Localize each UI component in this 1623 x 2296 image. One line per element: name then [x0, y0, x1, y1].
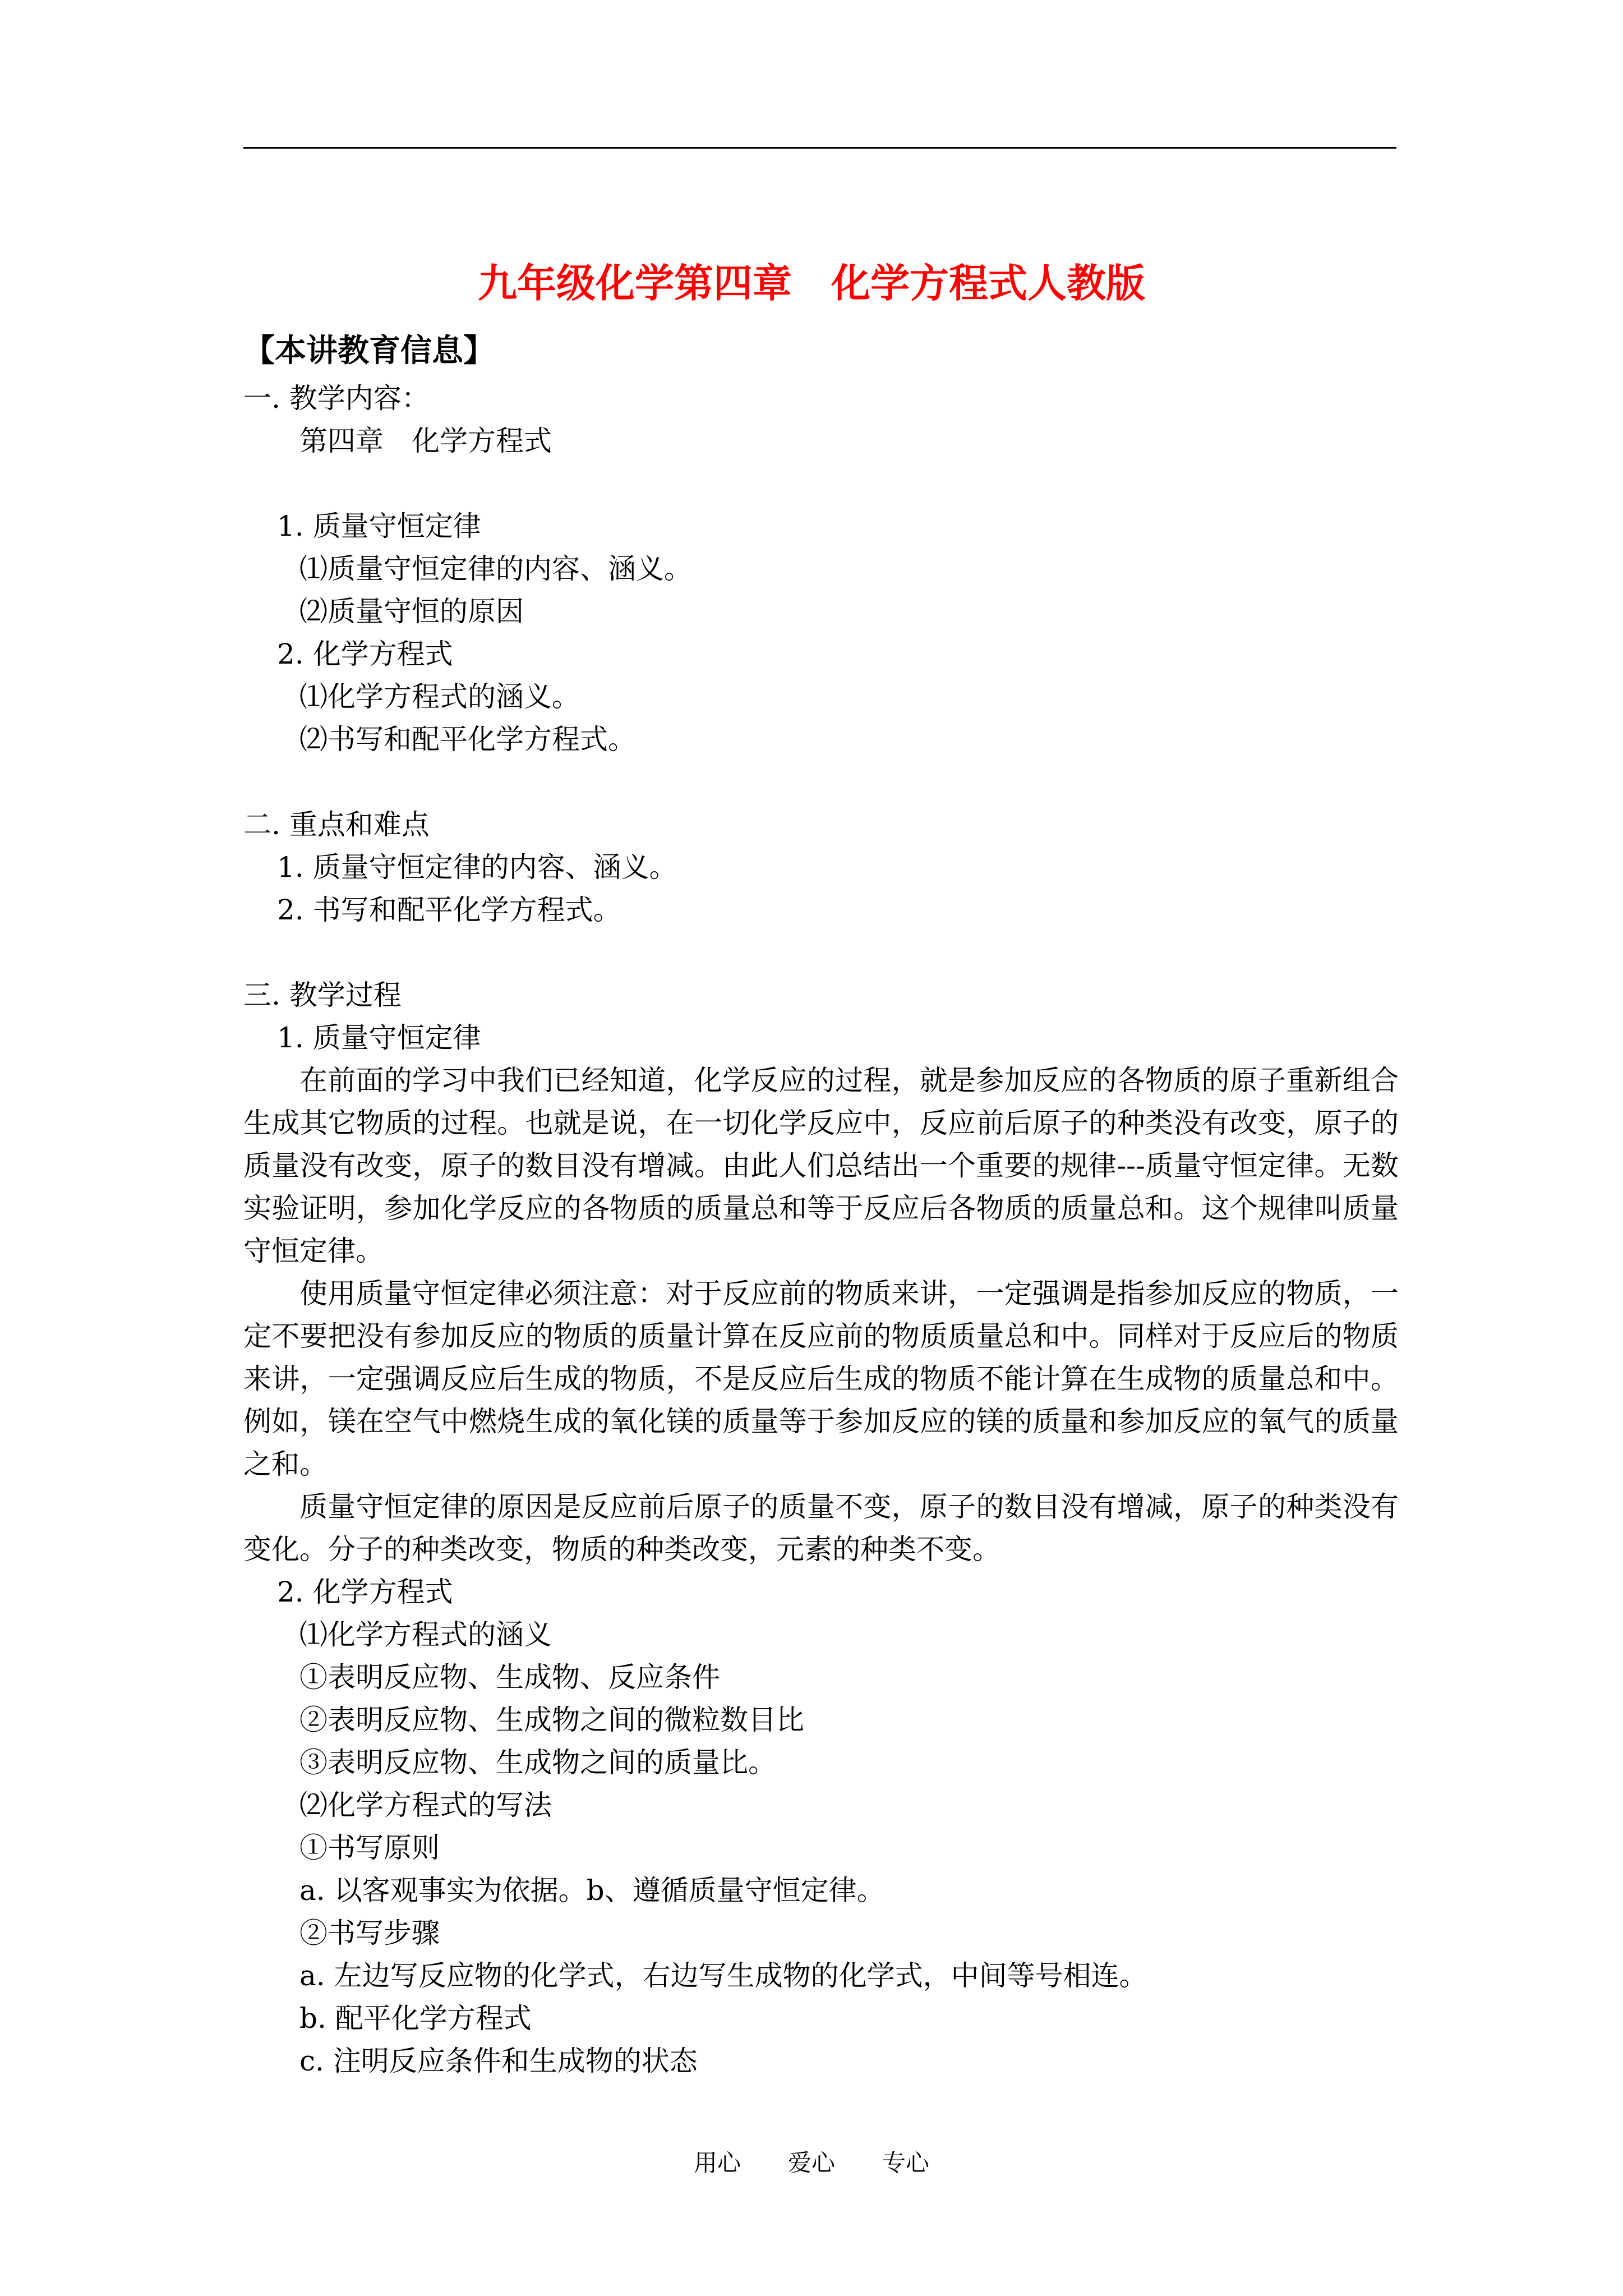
list-item: 2. 化学方程式 [277, 638, 453, 670]
chapter-line: 第四章 化学方程式 [299, 425, 552, 457]
spacer [243, 761, 1399, 803]
list-subitem: ⑵书写和配平化学方程式。 [299, 723, 636, 756]
list-subitem: ②书写步骤 [299, 1917, 440, 1949]
paragraph: 质量守恒定律的原因是反应前后原子的质量不变，原子的数目没有增减，原子的种类没有变化。分子的种类改变，物质的种类改变，元素的种类不变。 [243, 1490, 1399, 1566]
page-footer: 用心 爱心 专心 [693, 2149, 929, 2177]
list-item: 1. 质量守恒定律 [277, 1022, 481, 1054]
list-subitem: ①表明反应物、生成物、反应条件 [299, 1661, 720, 1694]
list-subitem: ③表明反应物、生成物之间的质量比。 [299, 1746, 776, 1779]
list-subitem: b. 配平化学方程式 [299, 2002, 532, 2035]
list-subitem: ①书写原则 [299, 1832, 440, 1864]
part3-heading: 三. 教学过程 [243, 979, 402, 1011]
part1-heading: 一. 教学内容： [243, 382, 430, 415]
list-subitem: c. 注明反应条件和生成物的状态 [299, 2045, 698, 2077]
list-subitem: ⑴化学方程式的涵义。 [299, 680, 580, 713]
list-subitem: ⑵质量守恒的原因 [299, 595, 524, 628]
list-subitem: ②表明反应物、生成物之间的微粒数目比 [299, 1704, 804, 1736]
part2-heading: 二. 重点和难点 [243, 808, 430, 841]
document-title: 九年级化学第四章 化学方程式人教版 [478, 260, 1145, 306]
spacer [243, 462, 1399, 505]
spacer [243, 931, 1399, 974]
section-heading: 【本讲教育信息】 [243, 332, 495, 369]
list-item: 1. 质量守恒定律 [277, 510, 481, 542]
list-item: 2. 化学方程式 [277, 1576, 453, 1608]
paragraph: 使用质量守恒定律必须注意：对于反应前的物质来讲，一定强调是指参加反应的物质，一定不要把没有参加反应的物质的质量计算在反应前的物质质量总和中。同样对于反应后的物质来讲，一定强调反应后生成的物质，不是反应后生成的物质不能计算在生成物的质量总和中。例如，镁在空气中燃烧生成的氧化镁的质量等于参加反应的镁的质量和参加反应的氧气的质量之和。 [243, 1277, 1399, 1480]
header-rule [243, 147, 1396, 149]
list-item: 1. 质量守恒定律的内容、涵义。 [277, 851, 677, 884]
paragraph: 在前面的学习中我们已经知道，化学反应的过程，就是参加反应的各物质的原子重新组合生成其它物质的过程。也就是说，在一切化学反应中，反应前后原子的种类没有改变，原子的质量没有改变，原子的数目没有增减。由此人们总结出一个重要的规律---质量守恒定律。无数实验证明，参加化学反应的各物质的质量总和等于反应后各物质的质量总和。这个规律叫质量守恒定律。 [243, 1064, 1399, 1267]
list-subitem: a. 左边写反应物的化学式，右边写生成物的化学式，中间等号相连。 [299, 1959, 1147, 1992]
list-subitem: a. 以客观事实为依据。b、遵循质量守恒定律。 [299, 1874, 885, 1907]
list-subitem: ⑴化学方程式的涵义 [299, 1618, 552, 1651]
list-subitem: ⑵化学方程式的写法 [299, 1789, 552, 1821]
document-body [243, 377, 1399, 2082]
list-item: 2. 书写和配平化学方程式。 [277, 894, 621, 926]
list-subitem: ⑴质量守恒定律的内容、涵义。 [299, 553, 692, 585]
